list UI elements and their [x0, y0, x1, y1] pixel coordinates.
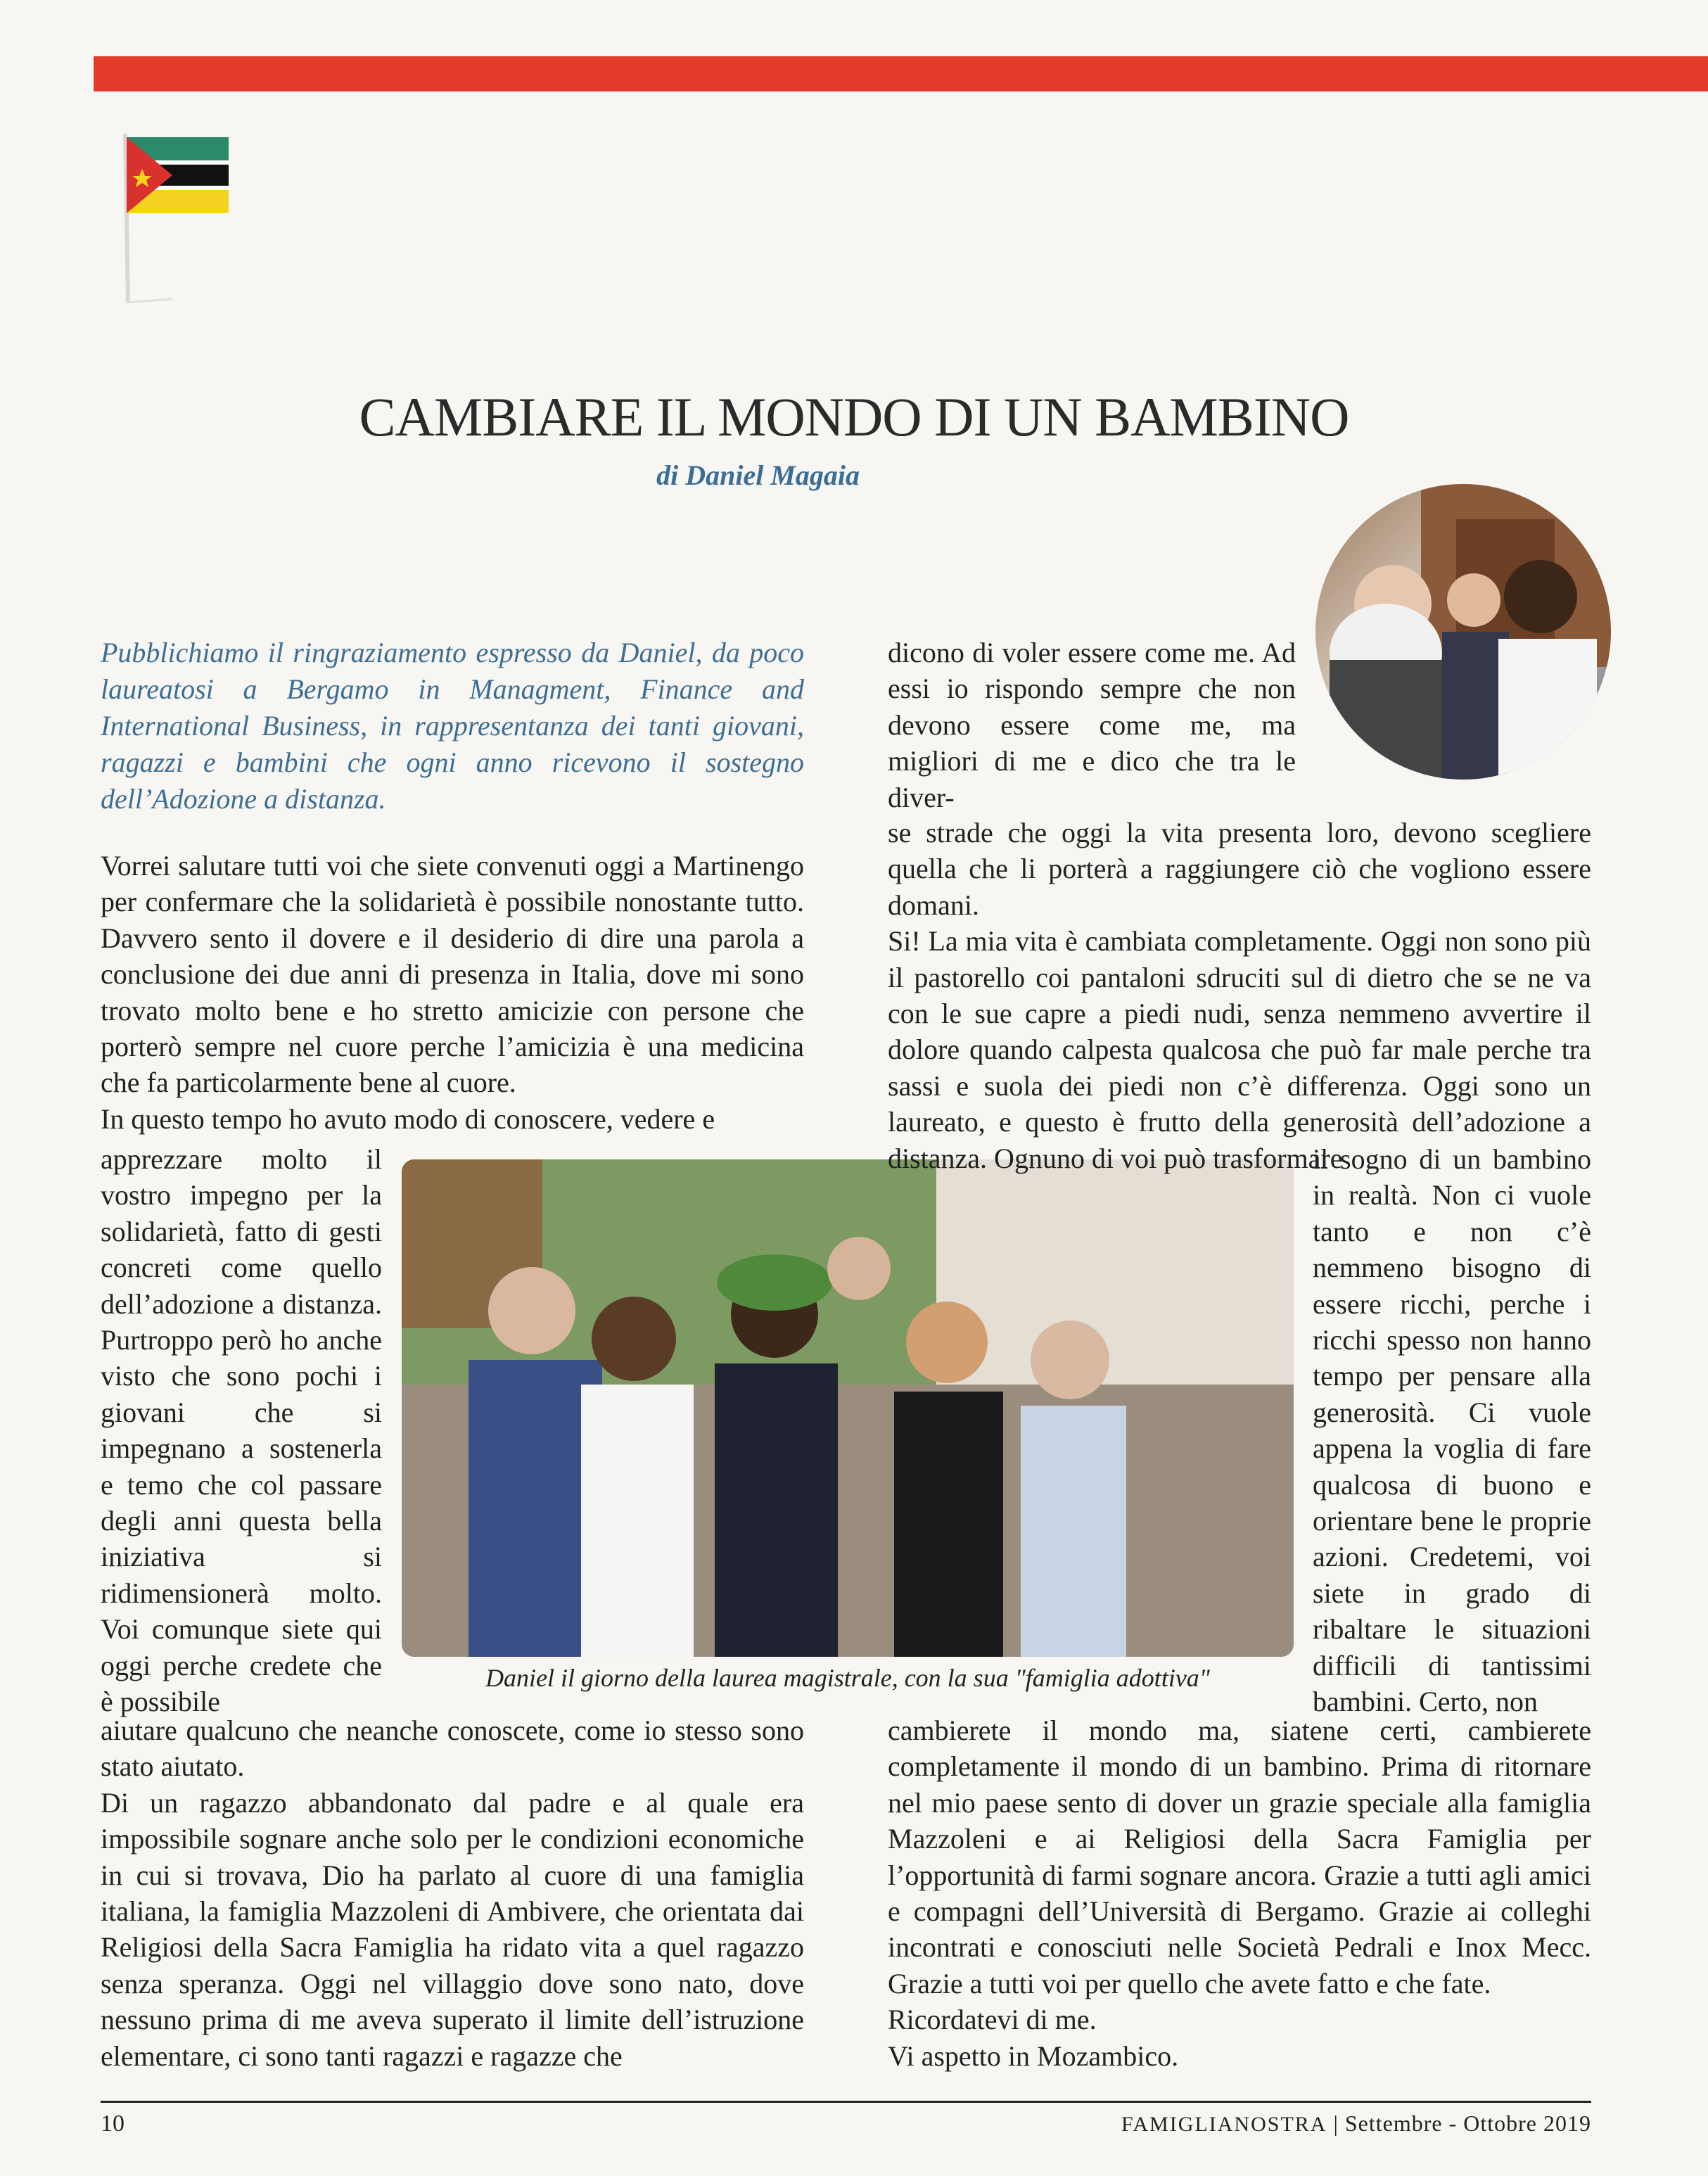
- paragraph: In questo tempo ho avuto modo di conoscere, vedere e: [101, 1102, 715, 1135]
- paragraph: il sogno di un bambino in realtà. Non ci vuole tanto e non c’è nemmeno bisogno di essere ricchi, perche i ricchi spesso non hanno tempo per pensare alla generosità. Ci vuole appena la voglia di fare qualcosa di buono e orientare bene le proprie azioni. Credetemi, voi siete in grado di ribaltare le situazioni difficili di tantissimi bambini. Certo, non: [1313, 1143, 1591, 1718]
- paragraph: Ricordatevi di me.: [888, 2004, 1097, 2036]
- byline-text: di Daniel Magaia: [656, 459, 860, 491]
- mozambique-flag-icon: [106, 127, 232, 310]
- paragraph: Vi aspetto in Mozambico.: [888, 2040, 1179, 2072]
- body-right-top: [888, 815, 1591, 1176]
- issue-date: Settembre - Ottobre 2019: [1344, 2111, 1591, 2136]
- body-left-bottom: [101, 1712, 804, 2074]
- header-color-bar: [94, 56, 1708, 91]
- body-right-wrap: [1313, 1141, 1591, 1720]
- body-left-top: [101, 848, 804, 1137]
- article-byline: [0, 459, 1562, 492]
- graduation-photo: [402, 1159, 1294, 1657]
- intro-paragraph: Pubblichiamo il ringraziamento espresso da Daniel, da poco laureatosi a Bergamo in Managment, Finance and International Business, in rappresentanza dei tanti giovani, ragazzi e bambini che ogni anno ricevono il sostegno dell’Adozione a distanza.: [101, 637, 804, 815]
- article-title: CAMBIARE IL MONDO DI UN BAMBINO: [359, 386, 1349, 447]
- magazine-name: FAMIGLIANOSTRA: [1121, 2113, 1327, 2136]
- body-left-wrap: [101, 1141, 382, 1720]
- portrait-circle-photo: [1315, 484, 1611, 780]
- page-number: 10: [101, 2111, 125, 2137]
- footer-divider: [101, 2101, 1591, 2103]
- photo-caption: Daniel il giorno della laurea magistrale, con la sua "famiglia adottiva": [485, 1664, 1210, 1692]
- paragraph: se strade che oggi la vita presenta loro, devono scegliere quella che li porterà a raggiungere ciò che vogliono essere domani.: [888, 817, 1591, 921]
- footer-issue: [1121, 2111, 1591, 2137]
- paragraph: dicono di voler essere come me. Ad essi io rispondo sempre che non devono essere come me, ma migliori di me e dico che tra le diver-: [888, 637, 1296, 813]
- paragraph: aiutare qualcuno che neanche conoscete, come io stesso sono stato aiutato.: [101, 1714, 804, 1783]
- paragraph: cambierete il mondo ma, siatene certi, cambierete completamente il mondo di un bambino. Prima di ritornare nel mio paese sento di dover un grazie speciale alla famiglia Mazzoleni e ai Religiosi della Sacra Famiglia per l’opportunità di farmi sognare ancora. Grazie a tutti agli amici e compagni dell’Università di Bergamo. Grazie ai colleghi incontrati e conosciuti nelle Società Pedrali e Inox Mecc. Grazie a tutti voi per quello che avete fatto e che fate.: [888, 1714, 1591, 1999]
- paragraph: Si! La mia vita è cambiata completamente. Oggi non sono più il pastorello coi pantaloni sdruciti sul di dietro che se ne va con le sue capre a piedi nudi, senza nemmeno avvertire il dolore quando calpesta qualcosa che può far male perche tra sassi e suola dei piedi non c’è differenza. Oggi sono un laureato, e questo è frutto della generosità dell’adozione a distanza. Ognuno di voi può trasformare: [888, 925, 1591, 1174]
- paragraph: apprezzare molto il vostro impegno per la solidarietà, fatto di gesti concreti come quello dell’adozione a distanza. Purtroppo però ho anche visto che sono pochi i giovani che si impegnano a sostenerla e temo che col passare degli anni questa bella iniziativa si ridimensionerà molto. Voi comunque siete qui oggi perche credete che è possibile: [101, 1143, 382, 1718]
- paragraph: Di un ragazzo abbandonato dal padre e al quale era impossibile sognare anche solo per le condizioni economiche in cui si trovava, Dio ha parlato al cuore di una famiglia italiana, la famiglia Mazzoleni di Ambivere, che orientata dai Religiosi della Sacra Famiglia ha ridato vita a quel ragazzo senza speranza. Oggi nel villaggio dove sono nato, dove nessuno prima di me aveva superato il limite dell’istruzione elementare, ci sono tanti ragazzi e ragazze che: [101, 1786, 804, 2072]
- paragraph: Vorrei salutare tutti voi che siete convenuti oggi a Martinengo per confermare che la solidarietà è possibile nonostante tutto. Davvero sento il dovere e il desiderio di dire una parola a conclusione dei due anni di presenza in Italia, dove mi sono trovato molto bene e ho stretto amicizie con persone che porterò sempre nel cuore perche l’amicizia è una medicina che fa particolarmente bene al cuore.: [101, 850, 804, 1099]
- body-right-bottom: [888, 1712, 1591, 2074]
- footer-separator: |: [1333, 2111, 1339, 2136]
- body-right-top-wrap: [888, 635, 1296, 815]
